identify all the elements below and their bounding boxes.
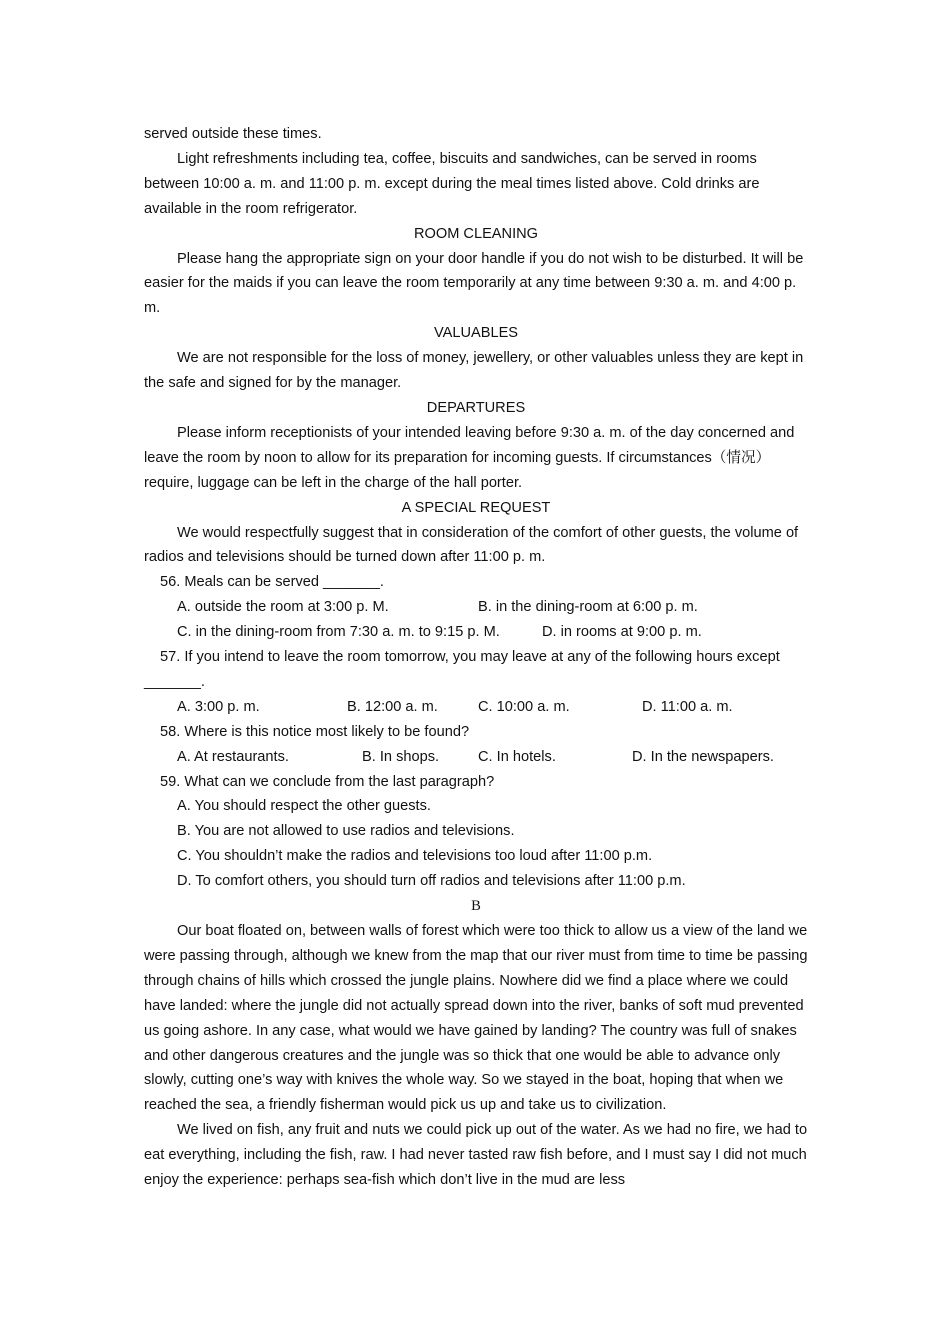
option-56-d: D. in rooms at 9:00 p. m. — [542, 624, 702, 641]
option-58-b: B. In shops. — [362, 748, 440, 765]
departures-heading: DEPARTURES — [426, 399, 526, 416]
section-b-paragraph-2: We lived on fish, any fruit and nuts we could pick up out of the water. As we had no fire, we had to eat everything, including the fish, raw. I had never tasted raw fish before, and I must say I did not much enjoy the experience: perhaps sea-fish which don’t live in the mud are less — [144, 1122, 808, 1189]
room-cleaning-paragraph: Please hang the appropriate sign on your door handle if you do not wish to be disturbed. It will be easier for the maids if you can leave the room temporarily at any time between 9:30 a. m. and 4:00 p. m. — [144, 250, 804, 317]
valuables-heading: VALUABLES — [433, 325, 519, 342]
question-58-stem: 58. Where is this notice most likely to be found? — [160, 723, 470, 740]
special-request-heading: A SPECIAL REQUEST — [401, 499, 551, 516]
question-57-options — [144, 695, 808, 720]
special-request-paragraph: We would respectfully suggest that in consideration of the comfort of other guests, the volume of radios and televisions should be turned down after 11:00 p. m. — [144, 524, 799, 566]
option-59-a: A. You should respect the other guests. — [177, 798, 431, 815]
option-57-c: C. 10:00 a. m. — [478, 698, 570, 715]
question-56-stem: 56. Meals can be served _______. — [160, 574, 384, 591]
option-57-b: B. 12:00 a. m. — [347, 698, 438, 715]
refreshments-paragraph: Light refreshments including tea, coffee, biscuits and sandwiches, can be served in rooms between 10:00 a. m. and 11:00 p. m. except during the meal times listed above. Cold drinks are available in the room refrigerator. — [144, 150, 760, 217]
departures-paragraph: Please inform receptionists of your intended leaving before 9:30 a. m. of the day concerned and leave the room by noon to allow for its preparation for incoming guests. If circumstances（情况）require, luggage can be left in the charge of the hall porter. — [144, 424, 795, 491]
option-58-d: D. In the newspapers. — [632, 748, 774, 765]
question-57-stem: 57. If you intend to leave the room tomorrow, you may leave at any of the following hours except _______. — [144, 649, 780, 690]
option-56-a: A. outside the room at 3:00 p. M. — [177, 599, 389, 616]
option-57-d: D. 11:00 a. m. — [642, 698, 733, 715]
section-b-paragraph-1: Our boat floated on, between walls of forest which were too thick to allow us a view of the land we were passing through, although we knew from the map that our river must from time to time be passing through chains of hills which crossed the jungle plains. Nowhere did we find a place where we could have landed: where the jungle did not actually spread down into the river, banks of soft mud prevented us going ashore. In any case, what would we have gained by landing? The country was full of snakes and other dangerous creatures and the jungle was so thick that one would be able to advance only slowly, cutting one’s way with knives the whole way. So we stayed in the boat, hoping that when we reached the sea, a friendly fisherman would pick us up and take us to civilization. — [144, 923, 808, 1114]
question-56-options-row-1 — [144, 595, 808, 620]
option-59-d: D. To comfort others, you should turn off radios and televisions after 11:00 p.m. — [177, 873, 686, 890]
option-57-a: A. 3:00 p. m. — [177, 698, 260, 715]
question-58-options — [144, 745, 808, 770]
option-58-a: A. At restaurants. — [177, 748, 289, 765]
option-56-b: B. in the dining-room at 6:00 p. m. — [478, 599, 698, 616]
question-56-options-row-2 — [144, 620, 808, 645]
option-59-c: C. You shouldn’t make the radios and televisions too loud after 11:00 p.m. — [177, 848, 653, 865]
option-58-c: C. In hotels. — [478, 748, 556, 765]
valuables-paragraph: We are not responsible for the loss of money, jewellery, or other valuables unless they are kept in the safe and signed for by the manager. — [144, 350, 804, 392]
option-59-b: B. You are not allowed to use radios and televisions. — [177, 823, 515, 840]
intro-line: served outside these times. — [144, 126, 322, 142]
document-page — [144, 122, 808, 1193]
section-b-heading: B — [471, 898, 481, 915]
question-59-stem: 59. What can we conclude from the last paragraph? — [160, 773, 495, 790]
room-cleaning-heading: ROOM CLEANING — [413, 225, 539, 242]
option-56-c: C. in the dining-room from 7:30 a. m. to 9:15 p. M. — [177, 624, 500, 641]
